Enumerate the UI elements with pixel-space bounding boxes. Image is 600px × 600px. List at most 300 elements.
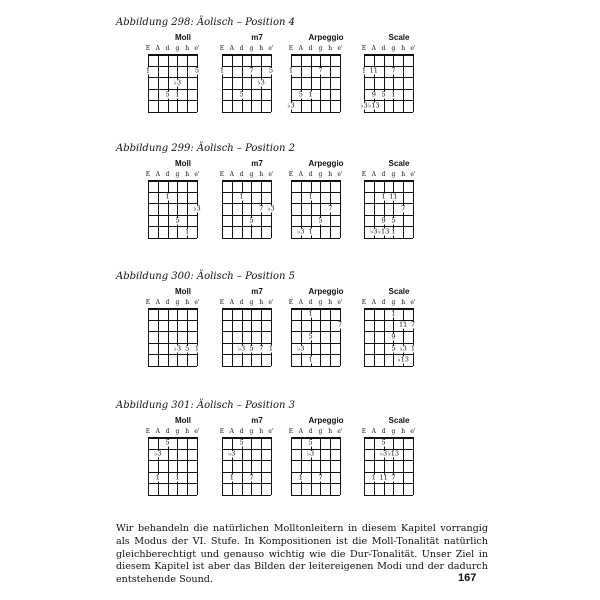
figure-caption: Abbildung 300: Äolisch – Position 5 xyxy=(116,271,295,282)
string-name: g xyxy=(249,171,254,178)
fret-note: 5 xyxy=(239,438,244,447)
fret-line xyxy=(364,495,413,496)
string-name: A xyxy=(229,45,234,52)
fret-line xyxy=(364,238,413,239)
fretboard-grid xyxy=(291,437,340,495)
fretboard-grid xyxy=(148,437,197,495)
fret-line xyxy=(222,226,271,227)
string-line xyxy=(251,437,252,495)
string-line xyxy=(242,308,243,366)
chart-title: Moll xyxy=(175,159,191,168)
fret-note: 1 xyxy=(308,90,313,99)
string-name: e' xyxy=(337,171,343,178)
string-name: h xyxy=(401,299,406,306)
string-name: A xyxy=(155,428,160,435)
chart-title: Moll xyxy=(175,287,191,296)
string-name: d xyxy=(308,428,313,435)
string-name: g xyxy=(391,171,396,178)
string-name: g xyxy=(391,299,396,306)
fret-line xyxy=(222,331,271,332)
fret-note: ♭13 xyxy=(368,101,380,110)
string-line xyxy=(330,437,331,495)
string-line xyxy=(271,54,272,112)
string-line xyxy=(197,308,198,366)
string-name: A xyxy=(155,45,160,52)
string-line xyxy=(197,54,198,112)
string-line xyxy=(374,437,375,495)
fret-note: 1 xyxy=(219,66,225,75)
fret-note: 1 xyxy=(194,344,200,353)
fret-note: ♭3 xyxy=(360,101,368,110)
string-name: e' xyxy=(268,45,274,52)
fret-note: 1 xyxy=(175,90,180,99)
fret-line xyxy=(291,215,340,216)
fret-note: 1 xyxy=(410,344,416,353)
fretboard-grid xyxy=(364,308,416,366)
fret-note: 1 xyxy=(239,192,244,201)
fret-line xyxy=(222,483,271,484)
fret-line xyxy=(364,460,413,461)
fret-note: 7 xyxy=(328,204,333,213)
string-line xyxy=(148,180,149,238)
string-name: A xyxy=(298,171,303,178)
string-name: E xyxy=(219,428,225,435)
fret-line xyxy=(148,203,197,204)
fret-note: 1 xyxy=(391,227,396,236)
chart-title: Arpeggio xyxy=(308,287,344,296)
nut-line xyxy=(222,308,271,310)
fret-note: ♭13 xyxy=(377,227,390,236)
nut-line xyxy=(364,180,413,182)
string-name: e' xyxy=(268,428,274,435)
nut-line xyxy=(291,437,340,439)
nut-line xyxy=(148,437,197,439)
fret-line xyxy=(148,483,197,484)
string-name: E xyxy=(145,171,151,178)
string-line xyxy=(340,180,341,238)
string-line xyxy=(413,180,414,238)
string-name: E xyxy=(361,171,367,178)
string-names xyxy=(146,171,226,179)
fretboard-grid xyxy=(291,308,343,366)
string-name: e' xyxy=(268,171,274,178)
fret-note: 1 xyxy=(391,90,396,99)
string-line xyxy=(301,308,302,366)
string-name: A xyxy=(371,299,376,306)
fret-note: 7 xyxy=(259,344,264,353)
fretboard-grid xyxy=(364,437,413,495)
fretboard-grid xyxy=(287,54,340,112)
fret-note: 11 xyxy=(389,192,398,201)
string-line xyxy=(148,437,149,495)
page-number: 167 xyxy=(458,572,477,584)
string-line xyxy=(393,437,394,495)
string-line xyxy=(364,308,365,366)
string-name: e' xyxy=(337,299,343,306)
nut-line xyxy=(291,54,340,56)
string-name: e' xyxy=(194,171,200,178)
nut-line xyxy=(148,308,197,310)
string-name: h xyxy=(259,428,264,435)
fretboard-grid xyxy=(364,180,413,238)
string-names xyxy=(289,428,369,436)
chart-title: Moll xyxy=(175,416,191,425)
fret-line xyxy=(291,495,340,496)
string-line xyxy=(168,54,169,112)
fret-note: 1 xyxy=(268,344,274,353)
fret-note: ♭3 xyxy=(267,204,275,213)
string-names xyxy=(146,45,226,53)
chart-title: m7 xyxy=(251,33,263,42)
string-line xyxy=(148,308,149,366)
string-name: d xyxy=(239,428,244,435)
string-line xyxy=(384,308,385,366)
string-name: d xyxy=(239,45,244,52)
fret-note: 7 xyxy=(249,66,254,75)
string-name: h xyxy=(401,45,406,52)
fret-line xyxy=(364,203,413,204)
fret-line xyxy=(291,112,340,113)
string-line xyxy=(393,54,394,112)
chart-title: Arpeggio xyxy=(308,33,344,42)
string-name: e' xyxy=(268,299,274,306)
string-name: h xyxy=(401,428,406,435)
fretboard-grid xyxy=(291,180,340,238)
fret-line xyxy=(148,77,197,78)
fret-note: ♭3 xyxy=(370,227,378,236)
string-name: d xyxy=(308,171,313,178)
fret-note: 11 xyxy=(399,320,408,329)
string-line xyxy=(251,308,252,366)
fret-note: 5 xyxy=(308,332,313,341)
string-line xyxy=(413,308,414,366)
fret-note: 9 xyxy=(371,90,376,99)
fret-note: 7 xyxy=(401,204,406,213)
string-name: d xyxy=(165,428,170,435)
string-name: e' xyxy=(194,45,200,52)
string-line xyxy=(403,54,404,112)
string-name: A xyxy=(229,428,234,435)
fret-line xyxy=(148,343,197,344)
string-line xyxy=(177,437,178,495)
string-name: h xyxy=(328,299,333,306)
string-name: e' xyxy=(194,299,200,306)
body-paragraph xyxy=(116,523,488,587)
string-line xyxy=(232,180,233,238)
fret-note: 5 xyxy=(298,90,303,99)
fret-note: ♭3 xyxy=(173,78,181,87)
string-name: d xyxy=(308,299,313,306)
chart-title: Arpeggio xyxy=(308,159,344,168)
string-line xyxy=(271,308,272,366)
fret-line xyxy=(222,320,271,321)
fret-note: 7 xyxy=(391,66,396,75)
fret-note: 5 xyxy=(318,216,323,225)
nut-line xyxy=(291,308,340,310)
string-line xyxy=(187,437,188,495)
string-name: A xyxy=(155,299,160,306)
string-name: g xyxy=(318,171,323,178)
string-names xyxy=(289,45,369,53)
string-name: d xyxy=(165,299,170,306)
string-name: g xyxy=(391,45,396,52)
string-name: g xyxy=(249,45,254,52)
fret-line xyxy=(291,66,340,67)
fret-note: ♭3 xyxy=(154,449,162,458)
string-name: E xyxy=(361,428,367,435)
fret-line xyxy=(222,495,271,496)
fret-note: ♭3 xyxy=(306,449,315,458)
string-names xyxy=(289,171,369,179)
string-name: E xyxy=(145,45,151,52)
string-line xyxy=(403,437,404,495)
string-name: e' xyxy=(410,171,416,178)
string-line xyxy=(413,54,414,112)
nut-line xyxy=(364,437,413,439)
string-name: E xyxy=(288,171,294,178)
fret-note: 5 xyxy=(249,216,254,225)
fret-line xyxy=(148,66,197,67)
string-name: E xyxy=(361,299,367,306)
fret-note: 1 xyxy=(308,309,313,318)
fretboard-grid xyxy=(222,308,274,366)
chart-title: Moll xyxy=(175,33,191,42)
fret-line xyxy=(148,354,197,355)
fret-line xyxy=(148,89,197,90)
string-name: d xyxy=(381,171,386,178)
string-line xyxy=(158,437,159,495)
string-line xyxy=(311,54,312,112)
string-line xyxy=(197,437,198,495)
fret-note: ♭3 xyxy=(228,449,236,458)
nut-line xyxy=(222,180,271,182)
string-name: h xyxy=(328,428,333,435)
string-line xyxy=(222,437,223,495)
string-name: E xyxy=(219,171,225,178)
fret-line xyxy=(364,192,413,193)
fret-line xyxy=(148,112,197,113)
string-name: h xyxy=(185,428,190,435)
string-line xyxy=(320,308,321,366)
string-names xyxy=(362,428,442,436)
string-name: d xyxy=(381,299,386,306)
string-name: g xyxy=(391,428,396,435)
fret-note: 1 xyxy=(361,66,367,75)
fret-note: 7 xyxy=(249,473,254,482)
string-line xyxy=(340,308,341,366)
string-line xyxy=(158,308,159,366)
fret-line xyxy=(222,112,271,113)
fret-note: 7 xyxy=(259,204,264,213)
fret-note: 7 xyxy=(318,473,323,482)
nut-line xyxy=(148,54,197,56)
fret-note: ♭13 xyxy=(397,355,409,364)
fret-line xyxy=(222,238,271,239)
string-names xyxy=(146,428,226,436)
fret-note: 9 xyxy=(381,216,386,225)
string-line xyxy=(222,308,223,366)
string-name: h xyxy=(185,45,190,52)
fret-note: ♭3 xyxy=(399,344,407,353)
string-line xyxy=(271,437,272,495)
fret-note: ♭3 xyxy=(237,344,246,353)
string-line xyxy=(330,54,331,112)
fret-line xyxy=(291,483,340,484)
fret-note: 5 xyxy=(175,216,180,225)
string-line xyxy=(320,180,321,238)
fret-note: 11 xyxy=(369,66,378,75)
fret-line xyxy=(148,320,197,321)
fret-line xyxy=(222,215,271,216)
fret-line xyxy=(222,460,271,461)
fret-line xyxy=(148,460,197,461)
fret-line xyxy=(291,203,340,204)
string-name: g xyxy=(175,45,180,52)
fret-line xyxy=(222,343,271,344)
fret-note: 1 xyxy=(288,66,294,75)
fret-note: 5 xyxy=(391,344,396,353)
string-line xyxy=(168,308,169,366)
fretboard-grid xyxy=(219,54,274,112)
string-name: E xyxy=(288,45,294,52)
fret-note: 7 xyxy=(410,320,416,329)
fret-note: 5 xyxy=(249,344,254,353)
fret-note: 1 xyxy=(371,473,376,482)
fret-note: ♭3 xyxy=(287,101,295,110)
string-name: h xyxy=(185,171,190,178)
string-line xyxy=(251,54,252,112)
string-line xyxy=(148,54,149,112)
figure-caption: Abbildung 301: Äolisch – Position 3 xyxy=(116,400,295,411)
fret-note: ♭3 xyxy=(257,78,265,87)
string-line xyxy=(301,54,302,112)
fret-line xyxy=(148,226,197,227)
string-name: g xyxy=(249,428,254,435)
string-names xyxy=(289,299,369,307)
string-line xyxy=(158,54,159,112)
fret-note: 7 xyxy=(391,473,396,482)
fret-note: 1 xyxy=(308,227,313,236)
nut-line xyxy=(364,308,413,310)
fret-line xyxy=(148,331,197,332)
string-name: g xyxy=(175,171,180,178)
string-name: d xyxy=(381,45,386,52)
string-names xyxy=(362,45,442,53)
fret-line xyxy=(148,495,197,496)
string-line xyxy=(384,54,385,112)
string-line xyxy=(222,54,223,112)
string-line xyxy=(364,180,365,238)
string-line xyxy=(187,54,188,112)
fret-line xyxy=(148,238,197,239)
string-name: E xyxy=(219,45,225,52)
string-line xyxy=(168,180,169,238)
string-line xyxy=(261,437,262,495)
string-name: e' xyxy=(337,428,343,435)
string-name: g xyxy=(318,45,323,52)
fret-line xyxy=(364,112,413,113)
fret-note: 1 xyxy=(175,473,180,482)
string-name: g xyxy=(318,299,323,306)
fret-note: 5 xyxy=(185,344,190,353)
fret-note: 5 xyxy=(381,438,386,447)
string-name: g xyxy=(318,428,323,435)
fret-note: 5 xyxy=(165,438,170,447)
fret-note: 5 xyxy=(165,90,170,99)
fret-line xyxy=(364,366,413,367)
string-line xyxy=(242,180,243,238)
fret-note: 1 xyxy=(229,473,234,482)
nut-line xyxy=(222,54,271,56)
fret-line xyxy=(148,100,197,101)
fret-note: ♭3 xyxy=(193,204,201,213)
string-name: A xyxy=(371,171,376,178)
string-name: e' xyxy=(410,45,416,52)
fretboard-grid xyxy=(222,180,275,238)
string-name: e' xyxy=(410,299,416,306)
fret-note: 1 xyxy=(391,309,396,318)
string-line xyxy=(177,308,178,366)
string-name: A xyxy=(298,45,303,52)
chart-title: Arpeggio xyxy=(308,416,344,425)
string-line xyxy=(340,437,341,495)
string-name: E xyxy=(219,299,225,306)
fret-note: 1 xyxy=(165,192,170,201)
string-name: e' xyxy=(410,428,416,435)
chart-title: Scale xyxy=(388,287,410,296)
nut-line xyxy=(222,437,271,439)
string-line xyxy=(374,308,375,366)
string-names xyxy=(146,299,226,307)
string-name: h xyxy=(259,171,264,178)
fret-note: 1 xyxy=(308,355,313,364)
string-line xyxy=(291,308,292,366)
figure-caption: Abbildung 298: Äolisch – Position 4 xyxy=(116,17,295,28)
string-names xyxy=(362,299,442,307)
string-name: A xyxy=(371,428,376,435)
fret-note: 5 xyxy=(194,66,200,75)
string-name: h xyxy=(185,299,190,306)
string-name: g xyxy=(249,299,254,306)
fretboard-grid xyxy=(148,180,201,238)
fret-note: ♭13 xyxy=(387,449,400,458)
string-name: e' xyxy=(337,45,343,52)
string-name: h xyxy=(401,171,406,178)
fret-line xyxy=(222,89,271,90)
chart-title: Scale xyxy=(388,159,410,168)
fret-note: 1 xyxy=(155,473,160,482)
fret-note: 5 xyxy=(391,216,396,225)
fret-note: 1 xyxy=(298,473,303,482)
string-name: A xyxy=(229,299,234,306)
string-name: h xyxy=(328,45,333,52)
fret-line xyxy=(291,320,340,321)
fret-note: ♭3 xyxy=(173,344,181,353)
fret-line xyxy=(291,449,340,450)
fret-line xyxy=(291,100,340,101)
string-name: d xyxy=(165,171,170,178)
string-name: g xyxy=(175,299,180,306)
fret-line xyxy=(364,77,413,78)
fret-line xyxy=(222,66,271,67)
fret-line xyxy=(291,460,340,461)
string-line xyxy=(232,437,233,495)
fret-note: 1 xyxy=(308,192,313,201)
fret-note: 1 xyxy=(185,227,190,236)
fretboard-grid xyxy=(222,437,271,495)
fret-line xyxy=(222,354,271,355)
fret-note: 5 xyxy=(308,438,313,447)
